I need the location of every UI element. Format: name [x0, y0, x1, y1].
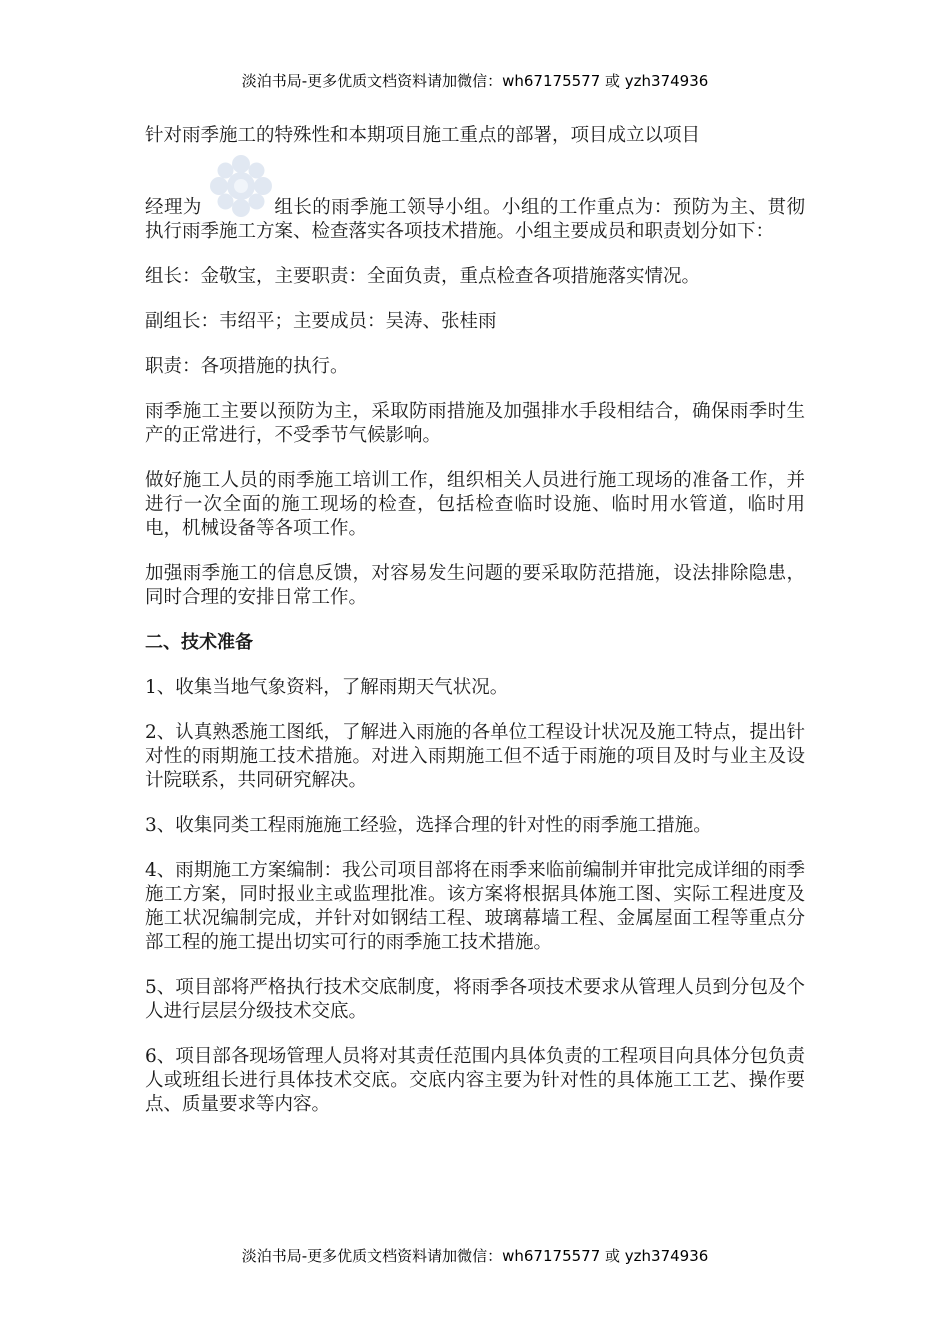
list-item: 2、认真熟悉施工图纸，了解进入雨施的各单位工程设计状况及施工特点，提出针对性的雨期施工技术措施。对进入雨期施工但不适于雨施的项目及时与业主及设计院联系，共同研究解决。 [145, 722, 805, 791]
list-item: 1、收集当地气象资料，了解雨期天气状况。 [145, 677, 509, 698]
list-item: 6、项目部各现场管理人员将对其责任范围内具体负责的工程项目向具体分包负责人或班组长进行具体技术交底。交底内容主要为针对性的具体施工工艺、操作要点、质量要求等内容。 [145, 1046, 805, 1115]
duty-line: 职责：各项措施的执行。 [145, 356, 349, 377]
list-item: 4、雨期施工方案编制：我公司项目部将在雨季来临前编制并审批完成详细的雨季施工方案，同时报业主或监理批准。该方案将根据具体施工图、实际工程进度及施工状况编制完成，并针对如钢结工程、玻璃幕墙工程、金属屋面工程等重点分部工程的施工提出切实可行的雨季施工技术措施。 [145, 860, 805, 953]
list-item: 3、收集同类工程雨施施工经验，选择合理的针对性的雨季施工措施。 [145, 815, 712, 836]
prevent-paragraph: 雨季施工主要以预防为主，采取防雨措施及加强排水手段相结合，确保雨季时生产的正常进行，不受季节气候影响。 [145, 401, 805, 446]
intro-line-2-start: 经理为 [145, 197, 202, 218]
intro-line-2-rest: 组长的雨季施工领导小组。小组的工作重点为：预防为主、贯彻执行雨季施工方案、检查落实各项技术措施。小组主要成员和职责划分如下： [145, 197, 805, 242]
leader-line: 组长：金敬宝，主要职责：全面负责，重点检查各项措施落实情况。 [145, 266, 701, 287]
list-item: 5、项目部将严格执行技术交底制度，将雨季各项技术要求从管理人员到分包及个人进行层层分级技术交底。 [145, 977, 805, 1022]
document-body [145, 124, 805, 1138]
intro-paragraph [145, 196, 805, 244]
page-header: 淡泊书局-更多优质文档资料请加微信：wh67175577 或 yzh374936 [241, 72, 709, 90]
feedback-paragraph: 加强雨季施工的信息反馈，对容易发生问题的要采取防范措施，设法排除隐患，同时合理的安排日常工作。 [145, 563, 805, 608]
section-title: 二、技术准备 [145, 632, 253, 653]
page-footer: 淡泊书局-更多优质文档资料请加微信：wh67175577 或 yzh374936 [241, 1247, 709, 1265]
intro-line-1: 针对雨季施工的特殊性和本期项目施工重点的部署，项目成立以项目 [145, 125, 701, 146]
training-paragraph: 做好施工人员的雨季施工培训工作，组织相关人员进行施工现场的准备工作，并进行一次全面的施工现场的检查，包括检查临时设施、临时用水管道，临时用电，机械设备等各项工作。 [145, 470, 805, 539]
deputy-line: 副组长：韦绍平；主要成员：吴涛、张桂雨 [145, 311, 497, 332]
